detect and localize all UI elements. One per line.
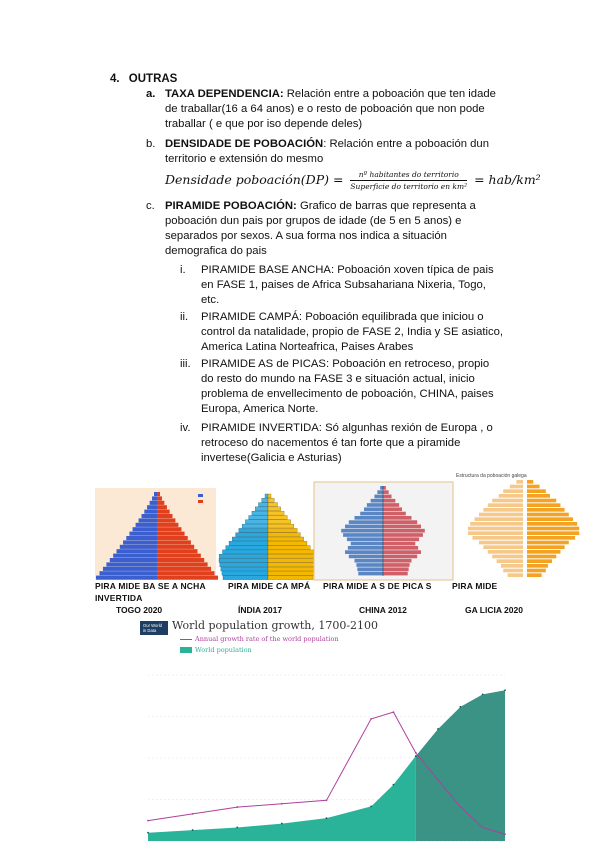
- india-bar-female: [268, 516, 287, 520]
- china-bar-male: [351, 542, 383, 546]
- china-bar-male: [355, 559, 384, 563]
- galicia-bar-male: [483, 545, 523, 549]
- galicia-bar-male: [503, 489, 523, 493]
- growth-rate-point: [415, 752, 417, 754]
- togo-bar-male: [152, 496, 157, 500]
- china-bar-female: [383, 516, 412, 520]
- india-bar-male: [236, 533, 268, 537]
- china-bar-female: [383, 499, 395, 503]
- china-bar-male: [377, 490, 383, 494]
- china-bar-female: [383, 495, 392, 499]
- china-bar-female: [383, 572, 408, 576]
- china-bar-male: [358, 572, 383, 576]
- togo-bar-male: [129, 532, 157, 536]
- galicia-bar-female: [527, 531, 579, 535]
- galicia-bar-male: [479, 541, 523, 545]
- togo-bar-female: [157, 554, 201, 558]
- india-bar-female: [268, 507, 281, 511]
- galicia-bar-female: [527, 494, 550, 498]
- india-bar-female: [268, 503, 278, 507]
- togo-bar-female: [157, 501, 164, 505]
- population-point: [504, 689, 506, 691]
- subitem-iii-marker: iii.: [180, 358, 191, 370]
- population-point: [482, 693, 484, 695]
- india-bar-female: [268, 528, 297, 532]
- india-bar-female: [268, 546, 310, 550]
- galicia-chart-title: Estructura da poboación galega: [456, 473, 527, 479]
- india-bar-female: [268, 541, 307, 545]
- growth-rate-point: [437, 779, 439, 781]
- togo-bar-female: [157, 514, 172, 518]
- india-bar-female: [268, 576, 313, 580]
- galicia-bar-female: [527, 573, 542, 577]
- togo-bar-male: [154, 492, 157, 496]
- growth-rate-point: [236, 806, 238, 808]
- world-population-projection-area: [416, 690, 505, 841]
- china-bar-female: [383, 520, 417, 524]
- population-point: [236, 827, 238, 829]
- section-heading: [110, 72, 177, 87]
- item-c-term: PIRAMIDE POBOACIÓN:: [165, 200, 297, 212]
- china-bar-female: [383, 546, 418, 550]
- legend-growth-rate: Annual growth rate of the world population: [180, 635, 339, 643]
- india-bar-male: [265, 494, 268, 498]
- togo-bar-male: [96, 576, 157, 580]
- india-bar-female: [268, 567, 315, 571]
- galicia-bar-female: [527, 499, 556, 503]
- india-bar-female: [268, 520, 291, 524]
- togo-bar-male: [103, 567, 157, 571]
- togo-bar-male: [123, 540, 157, 544]
- galicia-bar-male: [508, 573, 523, 577]
- subitem-iii-text: PIRAMIDE AS de PICAS: Poboación en retroceso, propio do resto do mundo na FASE 3 e situación actual, inicio problema de envellecimento de poboación, CHINA, paises Europa, America Norte.: [201, 358, 494, 415]
- china-bar-male: [380, 486, 383, 490]
- growth-rate-point: [393, 711, 395, 713]
- galicia-bar-female: [527, 559, 552, 563]
- togo-bar-male: [106, 562, 157, 566]
- india-bar-male: [229, 541, 268, 545]
- item-b-term: DENSIDADE DE POBOACIÓN: [165, 138, 324, 150]
- population-point: [437, 728, 439, 730]
- subitem-iv-marker: iv.: [180, 422, 191, 434]
- china-bar-female: [383, 559, 412, 563]
- galicia-bar-female: [527, 503, 560, 507]
- togo-legend-male: [198, 494, 203, 497]
- caption-china-place: CHINA 2012: [359, 605, 407, 615]
- india-bar-male: [219, 554, 268, 558]
- togo-bar-female: [157, 562, 208, 566]
- china-bar-male: [345, 550, 383, 554]
- legend-world-population: World population: [180, 646, 252, 654]
- china-bar-female: [383, 563, 410, 567]
- galicia-bar-female: [527, 517, 573, 521]
- togo-bar-female: [157, 545, 194, 549]
- china-bar-male: [360, 512, 383, 516]
- togo-bar-female: [157, 536, 188, 540]
- india-bar-male: [226, 546, 268, 550]
- galicia-bar-male: [468, 531, 523, 535]
- togo-bar-male: [99, 571, 157, 575]
- togo-bar-female: [157, 540, 191, 544]
- india-bar-female: [268, 494, 271, 498]
- pyramid-togo-image: [95, 488, 218, 580]
- galicia-bar-male: [472, 536, 523, 540]
- galicia-bar-male: [475, 517, 523, 521]
- formula-numerator: nº habitantes do territorio: [350, 170, 467, 181]
- subitem-ii-text: PIRAMIDE CAMPÁ: Poboación equilibrada que iniciou o control da natalidade, propio de FASE 2, India y SE asiatico, America Latina Norteafrica, Paises Arabes: [201, 311, 504, 353]
- togo-bar-male: [113, 554, 157, 558]
- china-bar-male: [345, 525, 383, 529]
- china-bar-female: [383, 567, 409, 571]
- india-bar-male: [223, 576, 268, 580]
- growth-chart: [140, 655, 520, 848]
- china-bar-female: [383, 486, 386, 490]
- india-bar-male: [255, 507, 268, 511]
- india-bar-female: [268, 511, 284, 515]
- galicia-bar-male: [488, 550, 523, 554]
- togo-bar-female: [157, 567, 211, 571]
- galicia-bar-male: [501, 564, 523, 568]
- india-bar-female: [268, 524, 294, 528]
- item-b-marker: b.: [146, 138, 156, 150]
- galicia-bar-male: [470, 522, 523, 526]
- india-bar-female: [268, 533, 300, 537]
- subitem-i-marker: i.: [180, 264, 186, 276]
- population-point: [281, 823, 283, 825]
- togo-bar-male: [117, 549, 157, 553]
- india-bar-female: [268, 498, 274, 502]
- caption-togo-place: TOGO 2020: [116, 605, 163, 615]
- togo-bar-female: [157, 523, 178, 527]
- india-bar-male: [221, 567, 268, 571]
- galicia-bar-female: [527, 527, 579, 531]
- india-bar-female: [268, 537, 304, 541]
- china-bar-female: [383, 555, 417, 559]
- pyramid-images: [0, 470, 600, 582]
- china-bar-male: [374, 495, 383, 499]
- population-point: [459, 706, 461, 708]
- togo-bar-male: [120, 545, 157, 549]
- galicia-bar-female: [527, 508, 565, 512]
- china-bar-male: [356, 563, 383, 567]
- galicia-bar-female: [527, 536, 575, 540]
- togo-bar-female: [157, 571, 215, 575]
- china-bar-male: [348, 546, 383, 550]
- china-bar-female: [383, 533, 423, 537]
- china-bar-female: [383, 525, 421, 529]
- growth-rate-point: [370, 718, 372, 720]
- china-bar-male: [364, 507, 383, 511]
- china-bar-female: [383, 542, 415, 546]
- india-bar-female: [268, 559, 317, 563]
- growth-rate-point: [504, 833, 506, 835]
- china-bar-male: [343, 533, 383, 537]
- togo-bar-male: [144, 510, 157, 514]
- togo-bar-female: [157, 492, 160, 496]
- togo-bar-male: [139, 518, 157, 522]
- galicia-bar-male: [479, 513, 523, 517]
- india-bar-male: [242, 524, 268, 528]
- section-title: OUTRAS: [128, 73, 178, 85]
- india-bar-female: [268, 571, 314, 575]
- india-bar-female: [268, 563, 316, 567]
- india-bar-male: [258, 503, 268, 507]
- galicia-bar-male: [483, 508, 523, 512]
- formula-denominator: Superficie do territorio en km²: [350, 182, 468, 191]
- togo-bar-female: [157, 505, 167, 509]
- galicia-bar-male: [492, 499, 523, 503]
- china-bar-male: [347, 537, 383, 541]
- togo-bar-female: [157, 518, 175, 522]
- togo-bar-male: [136, 523, 157, 527]
- growth-rate-point: [281, 803, 283, 805]
- galicia-bar-female: [527, 545, 565, 549]
- togo-bar-male: [150, 501, 157, 505]
- china-bar-female: [383, 503, 399, 507]
- caption-togo: PIRA MIDE BA SE A NCHA: [95, 581, 206, 591]
- china-bar-male: [355, 516, 384, 520]
- caption-togo-line2: INVERTIDA: [95, 593, 143, 603]
- china-bar-male: [349, 520, 383, 524]
- population-point: [393, 784, 395, 786]
- galicia-bar-female: [527, 564, 548, 568]
- togo-bar-male: [142, 514, 157, 518]
- formula-rhs: = hab/km²: [474, 172, 541, 187]
- togo-bar-female: [157, 496, 162, 500]
- china-bar-female: [383, 537, 419, 541]
- population-point: [192, 829, 194, 831]
- togo-bar-male: [133, 527, 157, 531]
- pyramid-galicia-image: [456, 473, 579, 577]
- caption-galicia: PIRA MIDE: [452, 581, 498, 591]
- galicia-bar-female: [527, 569, 546, 573]
- pyramid-china-image: [314, 482, 453, 580]
- india-bar-male: [239, 528, 268, 532]
- china-bar-male: [367, 503, 383, 507]
- subitem-ii-marker: ii.: [180, 311, 189, 323]
- india-bar-female: [268, 550, 313, 554]
- density-formula: [165, 170, 541, 191]
- china-bar-male: [357, 567, 383, 571]
- population-point: [326, 817, 328, 819]
- owid-logo: Our World in Data: [140, 621, 168, 635]
- caption-india: PIRA MIDE CA MPÁ: [228, 581, 311, 591]
- item-b-text: DENSIDADE DE POBOACIÓN: Relación entre a poboación dun territorio e extensión do mesmo: [165, 138, 489, 165]
- china-bar-female: [383, 550, 421, 554]
- togo-bar-female: [157, 549, 197, 553]
- china-bar-female: [383, 529, 425, 533]
- galicia-bar-female: [527, 513, 569, 517]
- china-bar-female: [383, 512, 406, 516]
- population-point: [370, 806, 372, 808]
- caption-galicia-place: GA LICIA 2020: [465, 605, 523, 615]
- india-bar-female: [268, 554, 317, 558]
- togo-bar-female: [157, 532, 185, 536]
- galicia-bar-male: [510, 485, 523, 489]
- growth-rate-point: [192, 813, 194, 815]
- growth-chart-title: World population growth, 1700-2100: [172, 619, 379, 632]
- china-bar-female: [383, 490, 389, 494]
- galicia-bar-male: [488, 503, 523, 507]
- china-bar-male: [341, 529, 383, 533]
- galicia-bar-female: [527, 489, 546, 493]
- galicia-bar-female: [527, 480, 533, 484]
- togo-bar-male: [110, 558, 157, 562]
- galicia-bar-male: [492, 555, 523, 559]
- growth-rate-point: [459, 806, 461, 808]
- galicia-bar-female: [527, 555, 556, 559]
- caption-india-place: ÍNDIA 2017: [238, 605, 283, 615]
- galicia-bar-male: [468, 527, 523, 531]
- pyramid-india-image: [219, 494, 317, 580]
- item-a-marker: a.: [146, 88, 156, 100]
- item-c-marker: c.: [146, 200, 155, 212]
- togo-bar-female: [157, 510, 170, 514]
- galicia-bar-female: [527, 541, 569, 545]
- subitem-iv-text: PIRAMIDE INVERTIDA: Só algunhas rexión de Europa , o retroceso do nacementos é tan forte que a piramide invertese(Galicia e Asturias): [201, 422, 493, 464]
- galicia-bar-male: [497, 559, 523, 563]
- india-bar-male: [249, 516, 268, 520]
- india-bar-male: [223, 550, 268, 554]
- population-point: [415, 755, 417, 757]
- india-bar-male: [222, 571, 268, 575]
- togo-legend-female: [198, 500, 203, 503]
- galicia-bar-female: [527, 522, 577, 526]
- india-bar-male: [252, 511, 268, 515]
- formula-lhs: Densidade poboación(DP) =: [165, 172, 344, 187]
- item-a-term: TAXA DEPENDENCIA:: [165, 88, 284, 100]
- india-bar-male: [232, 537, 268, 541]
- togo-bar-female: [157, 527, 181, 531]
- caption-china: PIRA MIDE A S DE PICA S: [323, 581, 432, 591]
- togo-bar-male: [126, 536, 157, 540]
- subitem-i-text: PIRAMIDE BASE ANCHA: Poboación xoven típica de pais en FASE 1, paises de Africa Subsaharianа Nixeria, Togo, etc.: [201, 264, 494, 306]
- india-bar-male: [245, 520, 268, 524]
- india-bar-male: [262, 498, 268, 502]
- togo-bar-female: [157, 558, 204, 562]
- india-bar-male: [220, 563, 268, 567]
- legend-growth-swatch: [180, 639, 192, 640]
- galicia-bar-male: [499, 494, 523, 498]
- galicia-bar-male: [516, 480, 523, 484]
- growth-rate-point: [147, 820, 149, 822]
- item-c-text: PIRAMIDE POBOACIÓN: Grafico de barras que representa a poboación dun pais por grupos de idade (de 5 en 5 anos) e separados por sexos. A sua forma nos indica a situación demografica do pais: [165, 200, 476, 257]
- china-bar-male: [349, 555, 383, 559]
- section-number: 4.: [110, 73, 120, 85]
- india-bar-male: [219, 559, 268, 563]
- china-bar-female: [383, 507, 402, 511]
- galicia-bar-female: [527, 550, 560, 554]
- galicia-bar-male: [503, 569, 523, 573]
- growth-rate-point: [482, 827, 484, 829]
- growth-rate-point: [326, 799, 328, 801]
- world-population-area: [148, 756, 416, 841]
- galicia-bar-female: [527, 485, 540, 489]
- population-point: [147, 832, 149, 834]
- legend-population-swatch: [180, 647, 192, 653]
- item-a-text: TAXA DEPENDENCIA: Relación entre a poboación que ten idade de traballar(16 a 64 anos) e o resto de poboación que non pode traballar ( e que por iso depende deles): [165, 88, 496, 130]
- togo-bar-female: [157, 576, 218, 580]
- china-bar-male: [371, 499, 383, 503]
- togo-bar-male: [147, 505, 157, 509]
- formula-fraction: [350, 170, 467, 191]
